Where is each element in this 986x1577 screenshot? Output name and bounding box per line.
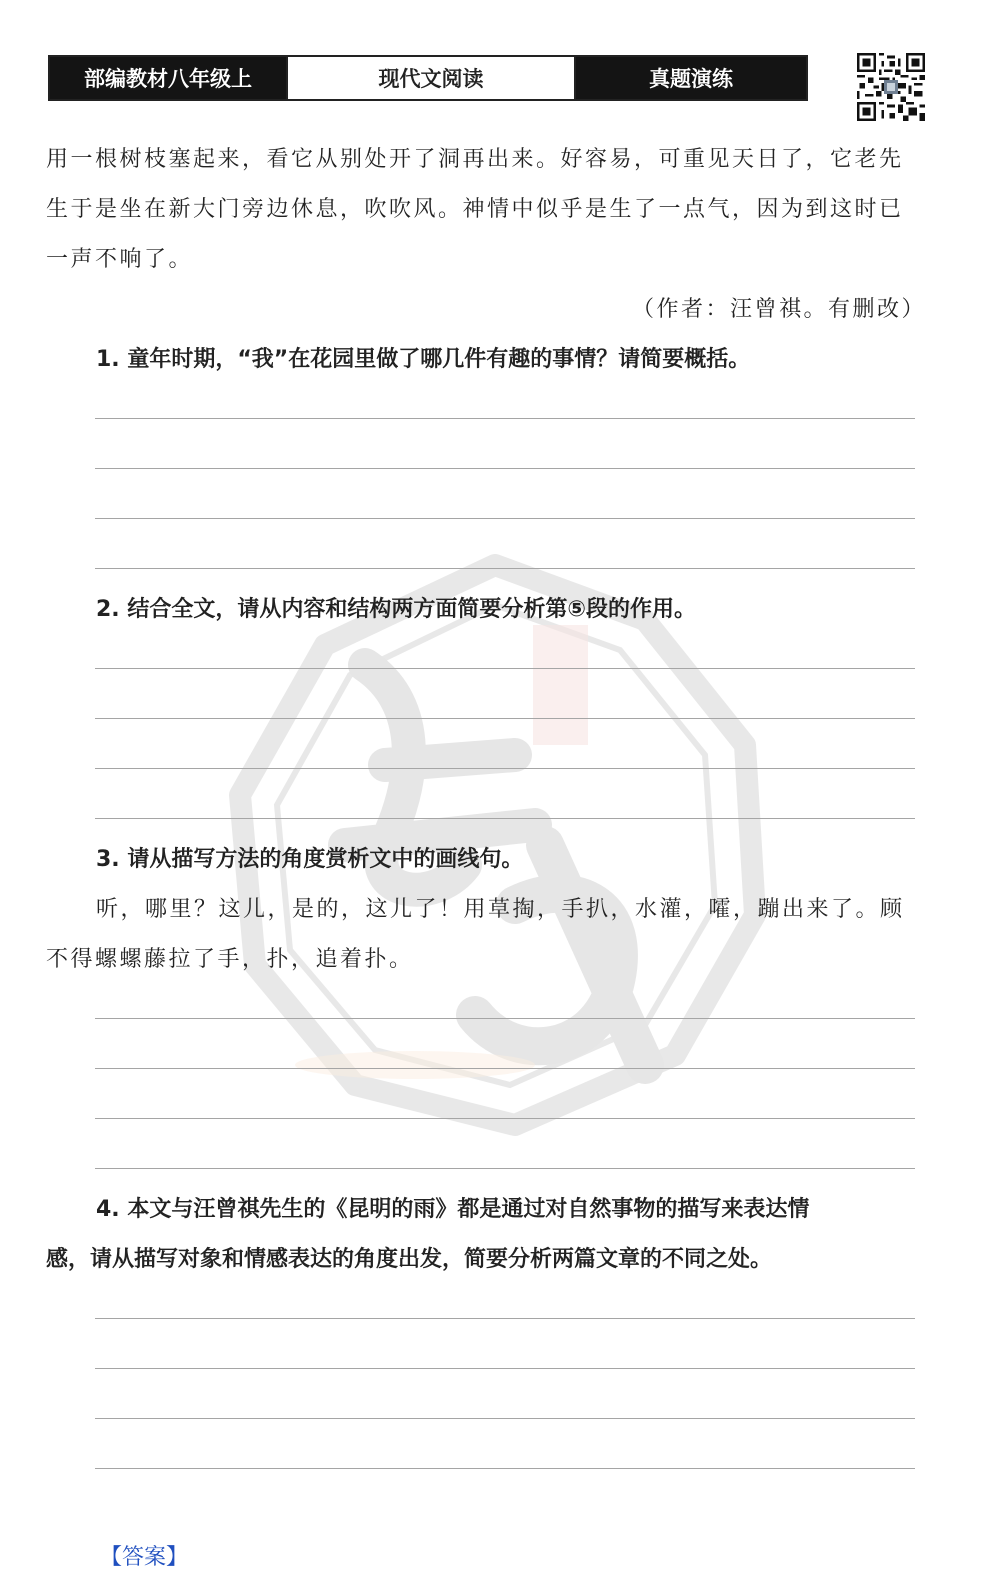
question-2: 2. 结合全文，请从内容和结构两方面简要分析第⑤段的作用。 bbox=[96, 597, 696, 622]
header-grade: 部编教材八年级上 bbox=[50, 57, 286, 99]
answer-line bbox=[95, 1168, 915, 1169]
answer-line bbox=[95, 718, 915, 719]
answer-line bbox=[95, 418, 915, 419]
passage-source: （作者：汪曾祺。有删改） bbox=[631, 297, 926, 322]
answer-line bbox=[95, 1018, 915, 1019]
header-section: 真题演练 bbox=[576, 57, 806, 99]
answer-line bbox=[95, 1418, 915, 1419]
answer-line bbox=[95, 518, 915, 519]
header-subject: 现代文阅读 bbox=[286, 57, 576, 99]
question-3-quote-line-1: 听，哪里？这儿，是的，这儿了！用草掏，手扒，水灌，嚯，蹦出来了。顾 bbox=[96, 897, 905, 922]
header-bar bbox=[48, 55, 808, 101]
answer-label: 【答案】 bbox=[100, 1545, 189, 1570]
answer-line bbox=[95, 818, 915, 819]
question-1: 1. 童年时期，“我”在花园里做了哪几件有趣的事情？请简要概括。 bbox=[96, 347, 751, 372]
question-3: 3. 请从描写方法的角度赏析文中的画线句。 bbox=[96, 847, 524, 872]
passage-line-3: 一声不响了。 bbox=[46, 247, 194, 272]
question-3-quote-line-2: 不得螺螺藤拉了手，扑，追着扑。 bbox=[46, 947, 414, 972]
answer-line bbox=[95, 1068, 915, 1069]
answer-line bbox=[95, 468, 915, 469]
passage-line-1: 用一根树枝塞起来，看它从别处开了洞再出来。好容易，可重见天日了，它老先 bbox=[46, 147, 904, 172]
answer-line bbox=[95, 768, 915, 769]
answer-line bbox=[95, 1368, 915, 1369]
answer-line bbox=[95, 568, 915, 569]
passage-line-2: 生于是坐在新大门旁边休息，吹吹风。神情中似乎是生了一点气，因为到这时已 bbox=[46, 197, 904, 222]
answer-line bbox=[95, 1468, 915, 1469]
answer-line bbox=[95, 1318, 915, 1319]
answer-line bbox=[95, 668, 915, 669]
question-4-line-2: 感，请从描写对象和情感表达的角度出发，简要分析两篇文章的不同之处。 bbox=[46, 1247, 773, 1272]
answer-line bbox=[95, 1118, 915, 1119]
qr-code-icon bbox=[857, 53, 925, 121]
question-4-line-1: 4. 本文与汪曾祺先生的《昆明的雨》都是通过对自然事物的描写来表达情 bbox=[96, 1197, 810, 1222]
